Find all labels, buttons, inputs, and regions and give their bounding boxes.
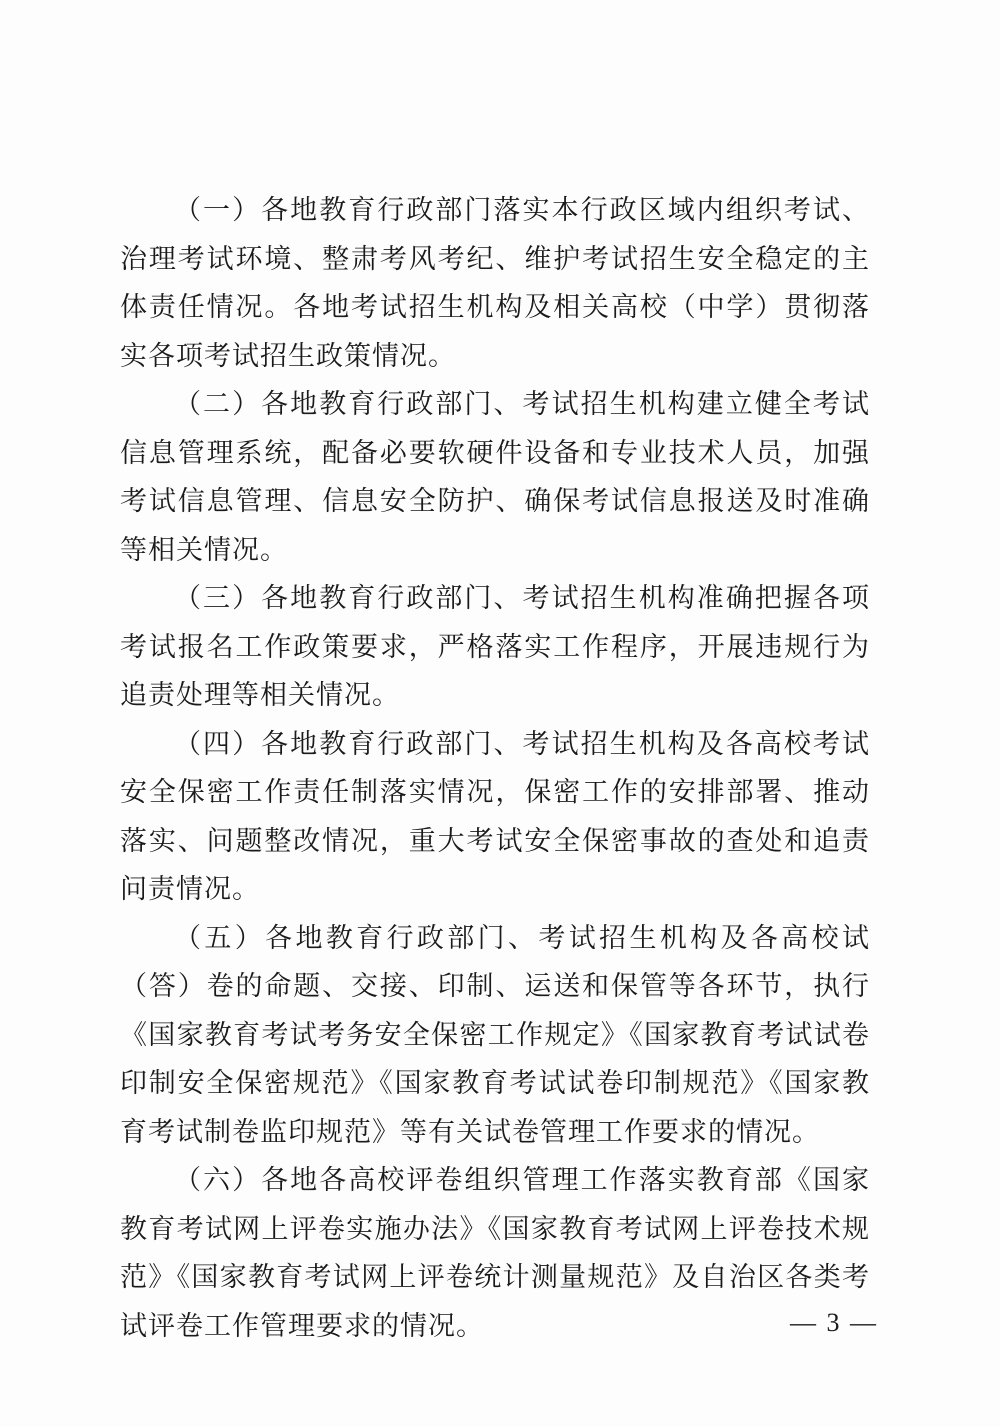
page-number: — 3 —	[790, 1308, 878, 1337]
paragraph-1: （一）各地教育行政部门落实本行政区域内组织考试、治理考试环境、整肃考风考纪、维护考试招生安全稳定的主体责任情况。各地考试招生机构及相关高校（中学）贯彻落实各项考试招生政策情况。	[120, 195, 870, 372]
paragraph-3: （三）各地教育行政部门、考试招生机构准确把握各项考试报名工作政策要求，严格落实工作程序，开展违规行为追责处理等相关情况。	[120, 583, 870, 711]
document-body	[120, 187, 870, 1351]
paragraph-4: （四）各地教育行政部门、考试招生机构及各高校考试安全保密工作责任制落实情况，保密工作的安排部署、推动落实、问题整改情况，重大考试安全保密事故的查处和追责问责情况。	[120, 728, 870, 905]
paragraph-2: （二）各地教育行政部门、考试招生机构建立健全考试信息管理系统，配备必要软硬件设备和专业技术人员，加强考试信息管理、信息安全防护、确保考试信息报送及时准确等相关情况。	[120, 389, 870, 566]
paragraph-6: （六）各地各高校评卷组织管理工作落实教育部《国家教育考试网上评卷实施办法》《国家教育考试网上评卷技术规范》《国家教育考试网上评卷统计测量规范》及自治区各类考试评卷工作管理要求的情况。	[120, 1165, 870, 1342]
paragraph-5: （五）各地教育行政部门、考试招生机构及各高校试（答）卷的命题、交接、印制、运送和保管等各环节，执行《国家教育考试考务安全保密工作规定》《国家教育考试试卷印制安全保密规范》《国家教育考试试卷印制规范》《国家教育考试制卷监印规范》等有关试卷管理工作要求的情况。	[120, 922, 870, 1148]
